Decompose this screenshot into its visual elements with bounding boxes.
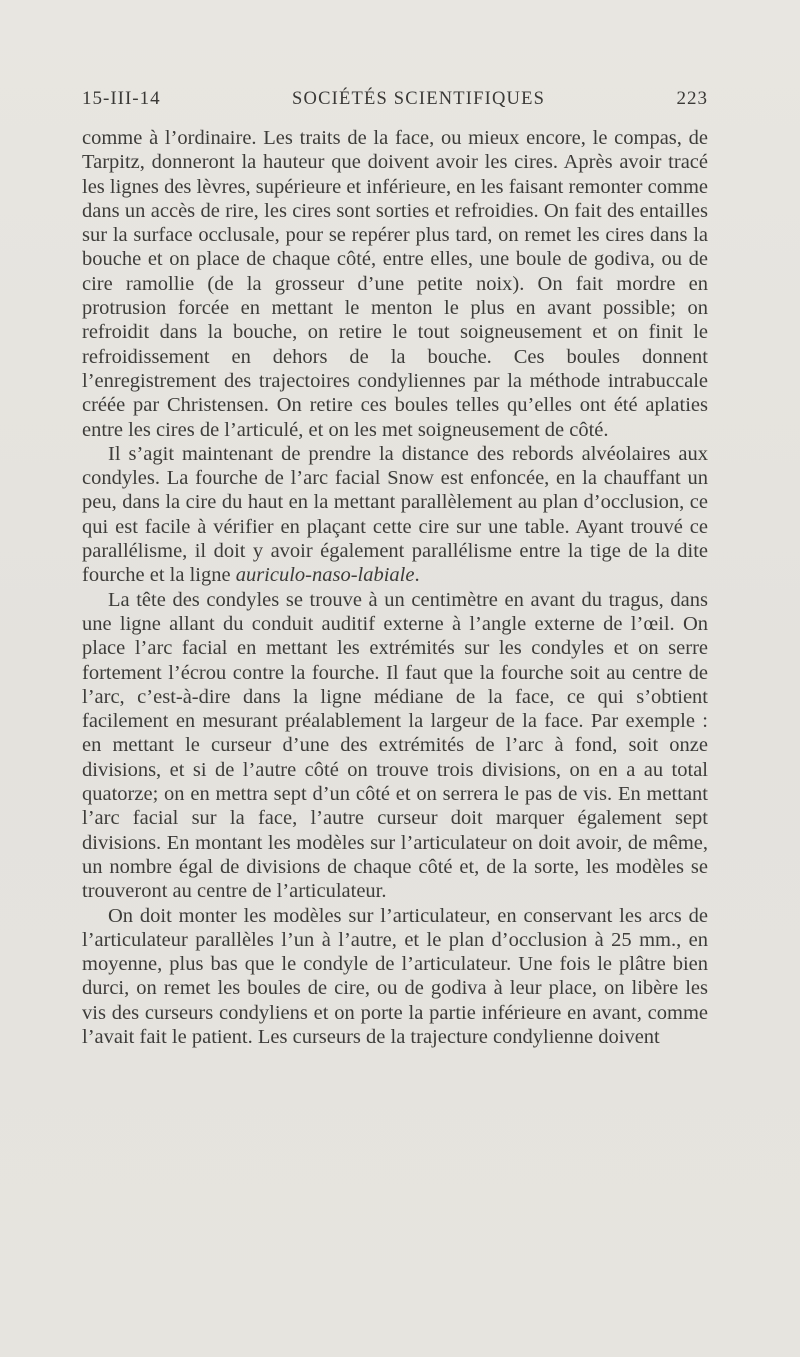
body-text xyxy=(82,126,708,1049)
paragraph-4: On doit monter les modèles sur l’articulateur, en conservant les arcs de l’articulateur parallèles l’un à l’autre, et le plan d’occlusion à 25 mm., en moyenne, plus bas que le condyle de l’articulateur. Une fois le plâtre bien durci, on remet les boules de cire, ou de godiva à leur place, on libère les vis des curseurs condyliens et on porte la partie inférieure en avant, comme l’avait fait le patient. Les curseurs de la trajecture condylienne doivent xyxy=(82,904,708,1048)
page-number: 223 xyxy=(676,88,708,109)
paragraph-2-end: . xyxy=(414,564,420,587)
header-date: 15-III-14 xyxy=(82,88,161,109)
paragraph-2-text: Il s’agit maintenant de prendre la distance des rebords alvéolaires aux condyles. La fourche de l’arc facial Snow est enfoncée, en la chauffant un peu, dans la cire du haut en la mettant parallèlement au plan d’occlusion, ce qui est facile à vérifier en plaçant cette cire sur une table. Ayant trouvé ce parallélisme, il doit y avoir également parallélisme entre la tige de la dite fourche et la ligne xyxy=(82,442,708,587)
paragraph-2 xyxy=(82,442,708,588)
running-head xyxy=(82,88,708,116)
header-title: SOCIÉTÉS SCIENTIFIQUES xyxy=(292,89,546,109)
paragraph-3: La tête des condyles se trouve à un centimètre en avant du tragus, dans une ligne allant du conduit auditif externe à l’angle externe de l’œil. On place l’arc facial en mettant les extrémités sur les condyles et on serre fortement l’écrou contre la fourche. Il faut que la fourche soit au centre de l’arc, c’est-à-dire dans la ligne médiane de la face, ce qui s’obtient facilement en mesurant préalablement la largeur de la face. Par exemple : en mettant le curseur d’une des extrémités de l’arc à fond, soit onze divisions, et si de l’autre côté on trouve trois divisions, on en a au total quatorze; on en mettra sept d’un côté et on serrera le pas de vis. En mettant l’arc facial sur la face, l’autre curseur doit marquer également sept divisions. En montant les modèles sur l’articulateur on doit avoir, de même, un nombre égal de divisions de chaque côté et, de la sorte, les modèles se trouveront au centre de l’articulateur. xyxy=(82,588,708,903)
paragraph-2-italic-term: auriculo-naso-labiale xyxy=(235,564,415,587)
paragraph-1: comme à l’ordinaire. Les traits de la face, ou mieux encore, le compas, de Tarpitz, donneront la hauteur que doivent avoir les cires. Après avoir tracé les lignes des lèvres, supérieure et inférieure, en les faisant remonter comme dans un accès de rire, les cires sont sorties et refroidies. On fait des entailles sur la surface occlusale, pour se repérer plus tard, on remet les cires dans la bouche et on place de chaque côté, entre elles, une boule de godiva, ou de cire ramollie (de la grosseur d’une petite noix). On fait mordre en protrusion forcée en mettant le menton le plus en avant possible; on refroidit dans la bouche, on retire le tout soigneusement et on finit le refroidissement en dehors de la bouche. Ces boules donnent l’enregistrement des trajectoires condyliennes par la méthode intrabuccale créée par Christensen. On retire ces boules telles qu’elles ont été aplaties entre les cires de l’articulé, et on les met soigneusement de côté. xyxy=(82,127,708,441)
